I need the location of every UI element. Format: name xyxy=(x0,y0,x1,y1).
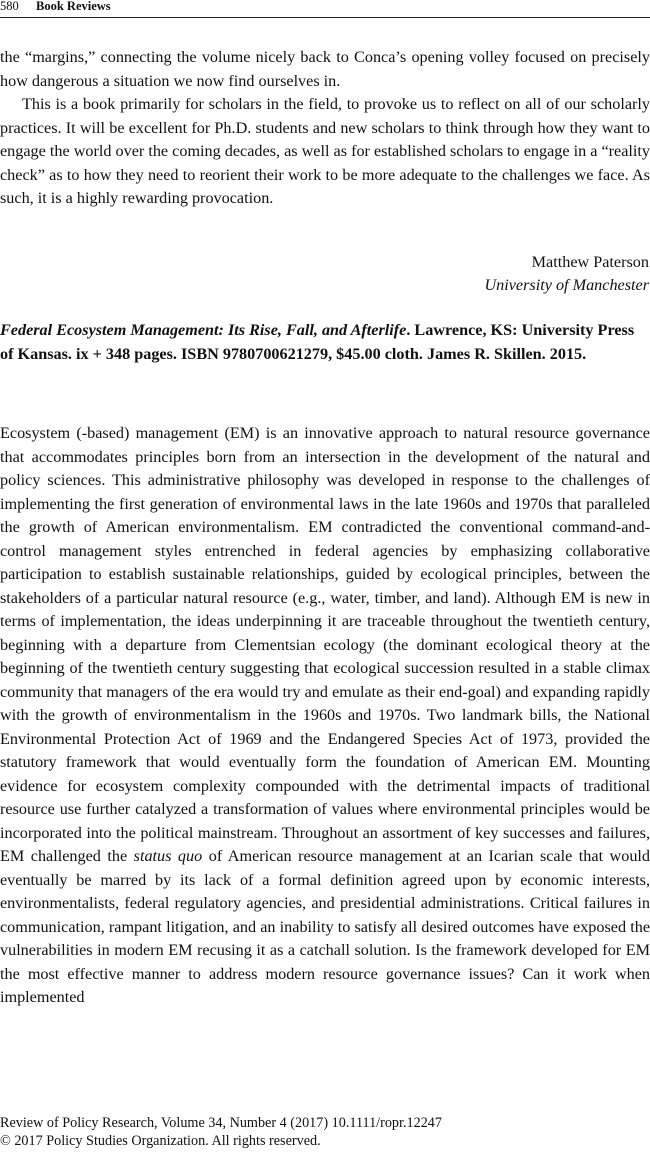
page-number: 580 xyxy=(0,0,19,13)
italic-phrase: status quo xyxy=(133,847,203,865)
page-footer xyxy=(0,1114,650,1150)
copyright-line: © 2017 Policy Studies Organization. All rights reserved. xyxy=(0,1133,321,1149)
previous-review-text xyxy=(0,46,650,211)
running-header xyxy=(0,0,650,18)
paragraph: the “margins,” connecting the volume nicely back to Conca’s opening volley focused on precisely how dangerous a situation we now find ourselves in. xyxy=(0,48,650,90)
reviewer-name: Matthew Paterson xyxy=(531,253,649,271)
book-citation: Federal Ecosystem Management: Its Rise, Fall, and Afterlife. Lawrence, KS: University Press of Kansas. ix + 348 pages. ISBN 9780700621279, $45.00 cloth. James R. Skillen. 2015. xyxy=(0,321,635,363)
journal-line: Review of Policy Research, Volume 34, Number 4 (2017) 10.1111/ropr.12247 xyxy=(0,1115,442,1131)
reviewer-affiliation: University of Manchester xyxy=(484,276,649,294)
section-title: Book Reviews xyxy=(36,0,111,13)
review-text xyxy=(0,422,650,1010)
paragraph xyxy=(0,422,650,1010)
review-text-part: of American resource management at an Icarian scale that would eventually be marred by its lack of a formal definition agreed upon by economic interests, environmentalists, federal regulatory agencies, and presidential administrations. Critical failures in communication, rampant litigation, and an inability to satisfy all desired outcomes have exposed the vulnerabilities in modern EM recusing it as a catchall solution. Is the framework developed for EM the most effective manner to address modern resource governance issues? Can it work when implemented xyxy=(0,847,650,1006)
book-details: Lawrence, KS: University Press of Kansas. ix + 348 pages. ISBN 9780700621279, $45.00 cloth. James R. Skillen. 2015. xyxy=(0,321,635,363)
book-title: Federal Ecosystem Management: Its Rise, Fall, and Afterlife xyxy=(0,321,407,339)
paragraph: This is a book primarily for scholars in the field, to provoke us to reflect on all of our scholarly practices. It will be excellent for Ph.D. students and new scholars to think through how they want to engage the world over the coming decades, as well as for established scholars to engage in a “reality check” as to how they need to reorient their work to be more adequate to the challenges we face. As such, it is a highly rewarding provocation. xyxy=(0,95,650,207)
review-text-part: Ecosystem (-based) management (EM) is an innovative approach to natural resource governance that accommodates principles born from an intersection in the development of the natural and policy sciences. This administrative philosophy was developed in response to the challenges of implementing the first generation of environmental laws in the late 1960s and 1970s that paralleled the growth of American environmentalism. EM contradicted the conventional command-and-control management styles entrenched in federal agencies by emphasizing collaborative participation to establish sustainable relationships, guided by ecological principles, between the stakeholders of a particular natural resource (e.g., water, timber, and land). Although EM is new in terms of implementation, the ideas underpinning it are traceable throughout the twentieth century, beginning with a departure from Clementsian ecology (the dominant ecological theory at the beginning of the twentieth century suggesting that ecological succession resulted in a stable climax community that managers of the era would try and emulate as their end-goal) and expanding rapidly with the growth of environmentalism in the 1960s and 1970s. Two landmark bills, the National Environmental Protection Act of 1969 and the Endangered Species Act of 1973, provided the statutory framework that would eventually form the foundation of American EM. Mounting evidence for ecosystem complexity compounded with the detrimental impacts of traditional resource use further catalyzed a transformation of values where environmental principles would be incorporated into the political mainstream. Throughout an assortment of key successes and failures, EM challenged the xyxy=(0,424,650,865)
reviewer-signature xyxy=(484,251,649,297)
